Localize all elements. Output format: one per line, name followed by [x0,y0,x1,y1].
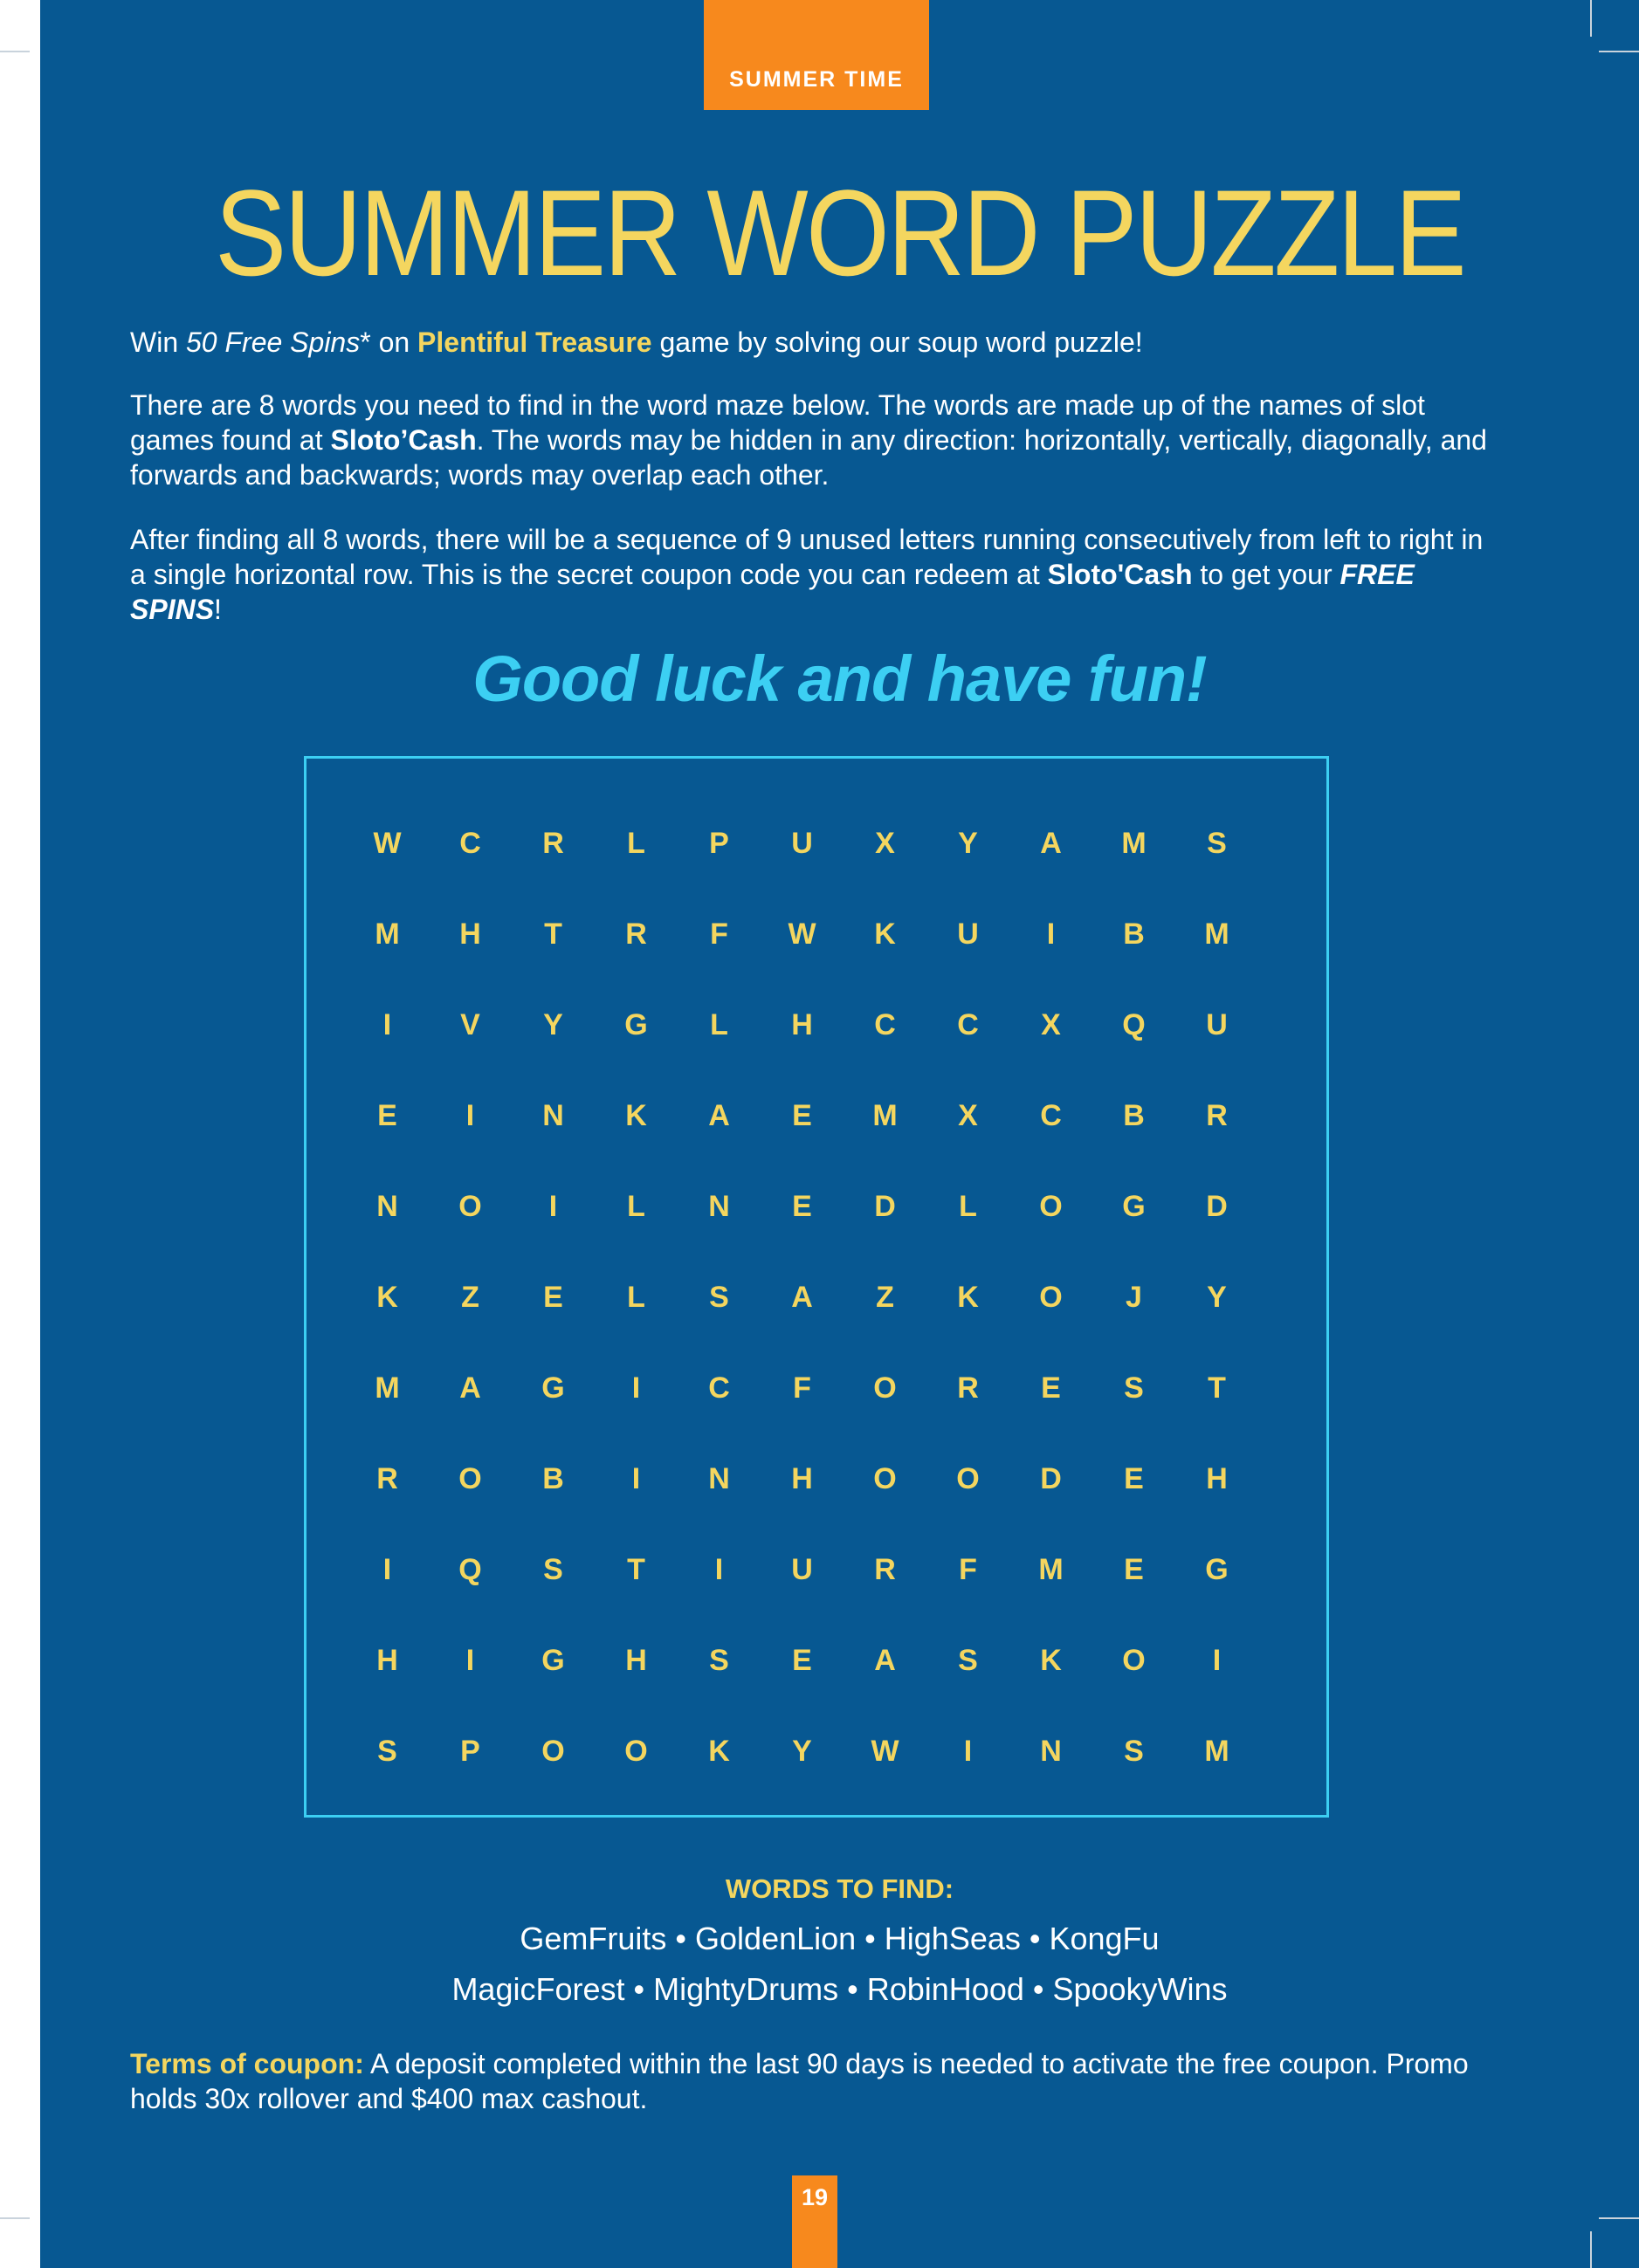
grid-letter: T [627,1553,645,1586]
grid-letter: L [710,1008,728,1041]
grid-letter: L [627,1281,645,1314]
grid-letter: Z [876,1281,894,1314]
grid-letter: F [959,1553,977,1586]
grid-letter: R [376,1462,398,1495]
intro-win: Win [130,326,186,358]
intro-after-spins: * on [360,326,418,358]
grid-letter: Y [543,1008,563,1041]
secret-part2: to get your [1192,559,1340,590]
rules-part1: There are 8 words you need to find in the word maze below. The words are made up of the names of slot games found at [130,389,1425,456]
grid-letter: I [465,1644,475,1677]
secret-part1: After finding all 8 words, there will be a sequence of 9 unused letters running consecutively from left to right in a single horizontal row. This is the secret coupon code you can redeem at [130,524,1484,590]
grid-letter: O [458,1190,482,1223]
grid-letter: L [959,1190,977,1223]
secret-free-spins: FREE SPINS [130,559,1415,625]
grid-letter: D [1206,1190,1228,1223]
grid-letter: T [544,918,562,951]
grid-letter: O [873,1462,897,1495]
grid-letter: I [548,1190,558,1223]
grid-letter: L [627,827,645,860]
magazine-page [40,0,1639,2268]
grid-letter: F [710,918,728,951]
grid-letter: P [709,827,729,860]
grid-letter: M [872,1099,898,1132]
grid-letter: D [874,1190,896,1223]
grid-letter: N [542,1099,564,1132]
grid-letter: R [542,827,564,860]
grid-letter: I [714,1553,724,1586]
word-search-grid [346,798,1258,1797]
grid-letter: A [459,1371,481,1405]
secret-end: ! [214,594,222,625]
grid-letter: S [1207,827,1227,860]
grid-letter: M [1204,1735,1229,1768]
grid-letter: U [957,918,979,951]
terms-text: A deposit completed within the last 90 days is needed to activate the free coupon. Promo holds 30x rollover and $400 max cashout. [130,2048,1469,2114]
grid-letter: S [1124,1371,1144,1405]
grid-letter: Q [458,1553,482,1586]
intro-free-spins: 50 Free Spins [186,326,361,358]
rules-part2: . The words may be hidden in any direction: horizontally, vertically, diagonally, and forwards and backwards; words may overlap each other. [130,424,1487,491]
page-number: 19 [792,2175,837,2268]
grid-letter: O [873,1371,897,1405]
grid-letter: N [708,1462,730,1495]
grid-letter: X [1041,1008,1061,1041]
grid-letter: A [708,1099,730,1132]
grid-letter: D [1040,1462,1062,1495]
grid-letter: R [874,1553,896,1586]
grid-letter: G [541,1371,565,1405]
grid-letter: N [376,1190,398,1223]
grid-letter: R [625,918,647,951]
grid-letter: M [1038,1553,1064,1586]
grid-letter: H [1206,1462,1228,1495]
intro-game-name: Plentiful Treasure [417,326,652,358]
grid-letter: C [874,1008,896,1041]
secret-brand: Sloto'Cash [1047,559,1193,590]
good-luck-heading: Good luck and have fun! [472,643,1207,715]
grid-letter: S [709,1281,729,1314]
secret-paragraph [130,522,1501,627]
grid-letter: E [792,1099,812,1132]
grid-letter: H [376,1644,398,1677]
grid-letter: B [1123,1099,1145,1132]
grid-letter: X [958,1099,978,1132]
grid-letter: X [875,827,895,860]
grid-letter: K [376,1281,398,1314]
grid-letter: W [373,827,402,860]
terms-label: Terms of coupon: [130,2048,364,2079]
grid-letter: C [459,827,481,860]
grid-letter: E [377,1099,397,1132]
grid-letter: H [791,1462,813,1495]
grid-letter: O [1122,1644,1146,1677]
grid-letter: O [624,1735,648,1768]
grid-letter: O [1039,1281,1063,1314]
grid-letter: G [1205,1553,1229,1586]
grid-letter: S [709,1644,729,1677]
grid-letter: W [871,1735,899,1768]
grid-letter: I [963,1735,973,1768]
crop-mark-left-bottom [0,2217,30,2219]
grid-letter: G [624,1008,648,1041]
intro-paragraph [130,325,1501,360]
grid-letter: Y [1207,1281,1227,1314]
grid-letter: V [460,1008,480,1041]
grid-letter: U [1206,1008,1228,1041]
grid-letter: O [458,1462,482,1495]
grid-letter: U [791,827,813,860]
grid-letter: B [1123,918,1145,951]
words-list-line-1: GemFruits • GoldenLion • HighSeas • KongFu [520,1921,1160,1956]
grid-letter: J [1126,1281,1142,1314]
grid-letter: N [1040,1735,1062,1768]
grid-letter: E [1041,1371,1061,1405]
grid-letter: U [791,1553,813,1586]
words-to-find-heading: WORDS TO FIND: [725,1873,954,1904]
crop-mark-left-top [0,51,30,52]
grid-letter: Y [958,827,978,860]
grid-letter: K [957,1281,979,1314]
grid-letter: A [874,1644,896,1677]
grid-letter: E [792,1190,812,1223]
grid-letter: K [708,1735,730,1768]
word-search-frame [304,756,1329,1818]
grid-letter: Q [1122,1008,1146,1041]
grid-letter: M [1121,827,1147,860]
grid-letter: B [542,1462,564,1495]
grid-letter: S [543,1553,563,1586]
grid-letter: O [541,1735,565,1768]
grid-letter: E [792,1644,812,1677]
grid-letter: I [382,1553,392,1586]
grid-letter: I [631,1462,641,1495]
grid-letter: I [631,1371,641,1405]
grid-letter: H [791,1008,813,1041]
grid-letter: T [1208,1371,1226,1405]
grid-letter: I [1212,1644,1222,1677]
grid-letter: L [627,1190,645,1223]
crop-mark-right-top-h [1599,51,1639,52]
grid-letter: S [1124,1735,1144,1768]
rules-paragraph [130,388,1501,492]
crop-mark-right-bottom-v [1590,2231,1592,2268]
grid-letter: O [1039,1190,1063,1223]
grid-letter: A [1040,827,1062,860]
grid-letter: K [625,1099,647,1132]
grid-letter: S [958,1644,978,1677]
grid-letter: P [460,1735,480,1768]
grid-letter: Z [461,1281,479,1314]
grid-letter: E [1124,1462,1144,1495]
grid-letter: G [541,1644,565,1677]
grid-letter: R [957,1371,979,1405]
intro-rest: game by solving our soup word puzzle! [651,326,1143,358]
grid-letter: I [382,1008,392,1041]
grid-letter: C [957,1008,979,1041]
grid-letter: K [874,918,896,951]
grid-letter: G [1122,1190,1146,1223]
grid-letter: H [459,918,481,951]
terms-paragraph [130,2046,1501,2116]
grid-letter: C [1040,1099,1062,1132]
grid-letter: M [375,1371,400,1405]
grid-letter: E [543,1281,563,1314]
words-list-line-2: MagicForest • MightyDrums • RobinHood • SpookyWins [451,1971,1228,2007]
grid-letter: W [788,918,816,951]
page-title: SUMMER WORD PUZZLE [215,164,1464,301]
grid-letter: K [1040,1644,1062,1677]
crop-mark-right-top-v [1590,0,1592,37]
grid-letter: S [377,1735,397,1768]
grid-letter: N [708,1190,730,1223]
grid-letter: O [956,1462,980,1495]
crop-mark-right-bottom-h [1599,2217,1639,2219]
grid-letter: M [375,918,400,951]
grid-letter: Y [792,1735,812,1768]
grid-letter: F [793,1371,811,1405]
grid-letter: A [791,1281,813,1314]
section-tab: SUMMER TIME [704,0,929,110]
rules-brand: Sloto’Cash [330,424,477,456]
grid-letter: I [1046,918,1056,951]
grid-letter: E [1124,1553,1144,1586]
grid-letter: I [465,1099,475,1132]
grid-letter: C [708,1371,730,1405]
grid-letter: H [625,1644,647,1677]
grid-letter: R [1206,1099,1228,1132]
grid-letter: M [1204,918,1229,951]
